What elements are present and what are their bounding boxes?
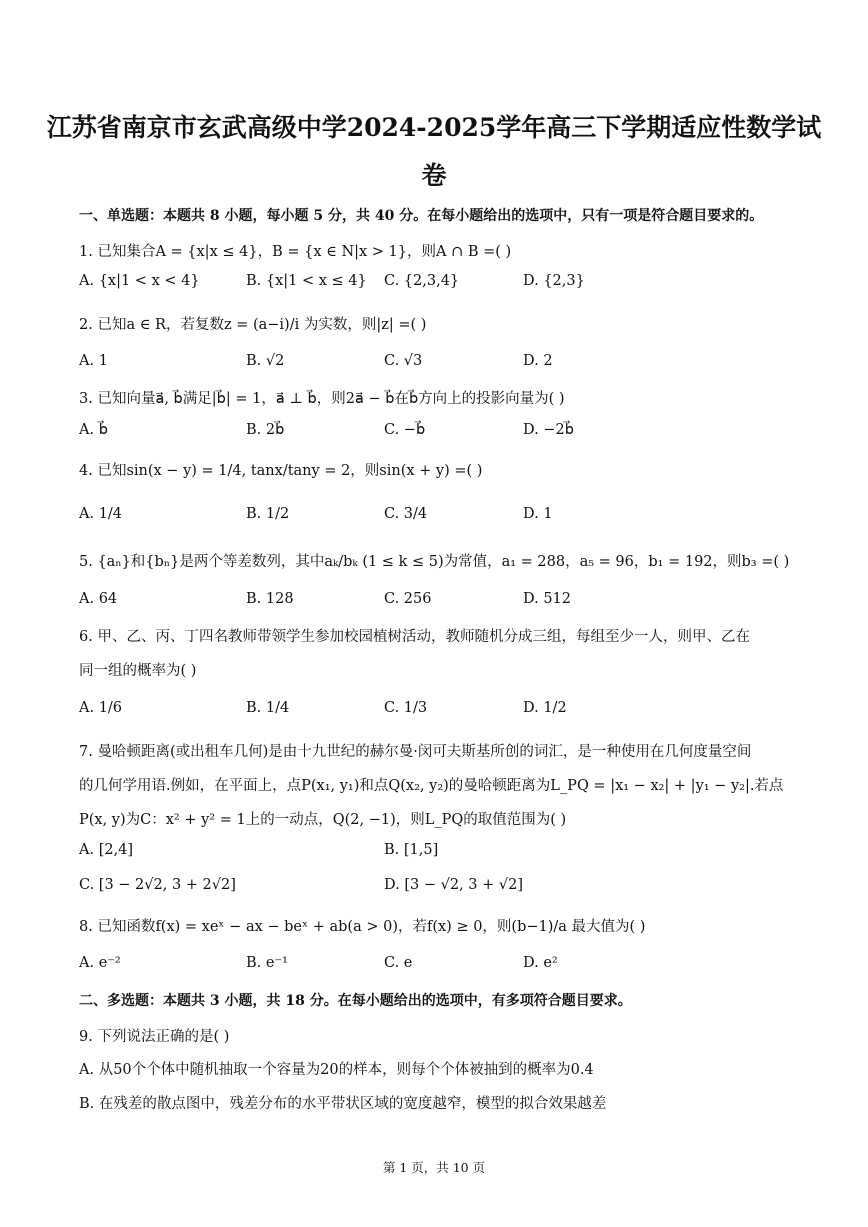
question-5-stem: 5. {aₙ}和{bₙ}是两个等差数列，其中aₖ/bₖ (1 ≤ k ≤ 5)为常值，a₁ = 288，a₅ = 96，b₁ = 192，则b₃ =( ) [79,554,790,570]
page-title: 江苏省南京市玄武高级中学2024-2025学年高三下学期适应性数学试 [46,113,822,142]
page-title-continued: 卷 [421,161,447,190]
question-4-option-a: A. 1/4 [79,506,123,522]
page-footer: 第 1 页，共 10 页 [382,1160,486,1175]
question-5-option-c: C. 256 [384,591,432,607]
question-9-stem: 9. 下列说法正确的是( ) [79,1029,230,1045]
question-8-option-b: B. e⁻¹ [246,955,288,971]
question-9-option-b: B. 在残差的散点图中，残差分布的水平带状区域的宽度越窄，模型的拟合效果越差 [79,1096,607,1112]
question-3-option-d: D. −2b⃗ [523,422,574,438]
question-6-stem-line-1: 6. 甲、乙、丙、丁四名教师带领学生参加校园植树活动，教师随机分成三组，每组至少一人，则甲、乙在 [79,629,750,645]
question-1-option-d: D. {2,3} [523,273,585,289]
question-2-option-c: C. √3 [384,353,423,369]
question-7-stem-line-2: 的几何学用语.例如，在平面上，点P(x₁, y₁)和点Q(x₂, y₂)的曼哈顿距离为L_PQ = |x₁ − x₂| + |y₁ − y₂|.若点 [79,778,784,794]
question-6-option-c: C. 1/3 [384,700,428,716]
question-7-option-a: A. [2,4] [79,842,134,858]
question-7-option-d: D. [3 − √2, 3 + √2] [384,877,523,893]
question-6-option-d: D. 1/2 [523,700,567,716]
question-1-option-b: B. {x|1 < x ≤ 4} [246,273,367,289]
question-5-option-d: D. 512 [523,591,572,607]
question-3-option-c: C. −b⃗ [384,422,426,438]
question-4-option-c: C. 3/4 [384,506,428,522]
question-1-option-a: A. {x|1 < x < 4} [79,273,200,289]
question-4-stem: 4. 已知sin(x − y) = 1/4, tanx/tany = 2，则sin(x + y) =( ) [79,463,483,479]
question-6-stem-line-2: 同一组的概率为( ) [79,663,197,679]
question-3-option-b: B. 2b⃗ [246,422,285,438]
question-4-option-d: D. 1 [523,506,553,522]
question-8-option-d: D. e² [523,955,558,971]
question-2-option-b: B. √2 [246,353,285,369]
question-7-stem-line-1: 7. 曼哈顿距离(或出租车几何)是由十九世纪的赫尔曼·闵可夫斯基所创的词汇，是一种使用在几何度量空间 [79,744,752,760]
section-heading-single-choice: 一、单选题：本题共 8 小题，每小题 5 分，共 40 分。在每小题给出的选项中，只有一项是符合题目要求的。 [79,208,764,224]
question-7-stem-line-3: P(x, y)为C：x² + y² = 1上的一动点，Q(2, −1)，则L_PQ的取值范围为( ) [79,812,567,828]
question-6-option-a: A. 1/6 [79,700,123,716]
question-5-option-a: A. 64 [79,591,118,607]
question-8-option-c: C. e [384,955,413,971]
question-4-option-b: B. 1/2 [246,506,290,522]
question-2-option-a: A. 1 [79,353,108,369]
question-1-option-c: C. {2,3,4} [384,273,460,289]
question-6-option-b: B. 1/4 [246,700,290,716]
question-8-option-a: A. e⁻² [79,955,121,971]
question-3-option-a: A. b⃗ [79,422,108,438]
question-7-option-c: C. [3 − 2√2, 3 + 2√2] [79,877,236,893]
question-7-option-b: B. [1,5] [384,842,439,858]
question-2-option-d: D. 2 [523,353,553,369]
question-1-stem: 1. 已知集合A = {x|x ≤ 4}，B = {x ∈ N|x > 1}，则A ∩ B =( ) [79,244,512,260]
question-3-stem: 3. 已知向量a⃗, b⃗满足|b⃗| = 1，a⃗ ⊥ b⃗，则2a⃗ − b⃗在b⃗方向上的投影向量为( ) [79,391,565,407]
question-8-stem: 8. 已知函数f(x) = xeˣ − ax − beˣ + ab(a > 0)，若f(x) ≥ 0，则(b−1)/a 最大值为( ) [79,919,646,935]
question-9-option-a: A. 从50个个体中随机抽取一个容量为20的样本，则每个个体被抽到的概率为0.4 [79,1062,594,1078]
question-5-option-b: B. 128 [246,591,294,607]
question-2-stem: 2. 已知a ∈ R，若复数z = (a−i)/i 为实数，则|z| =( ) [79,317,427,333]
section-heading-multiple-choice: 二、多选题：本题共 3 小题，共 18 分。在每小题给出的选项中，有多项符合题目要求。 [79,993,632,1009]
